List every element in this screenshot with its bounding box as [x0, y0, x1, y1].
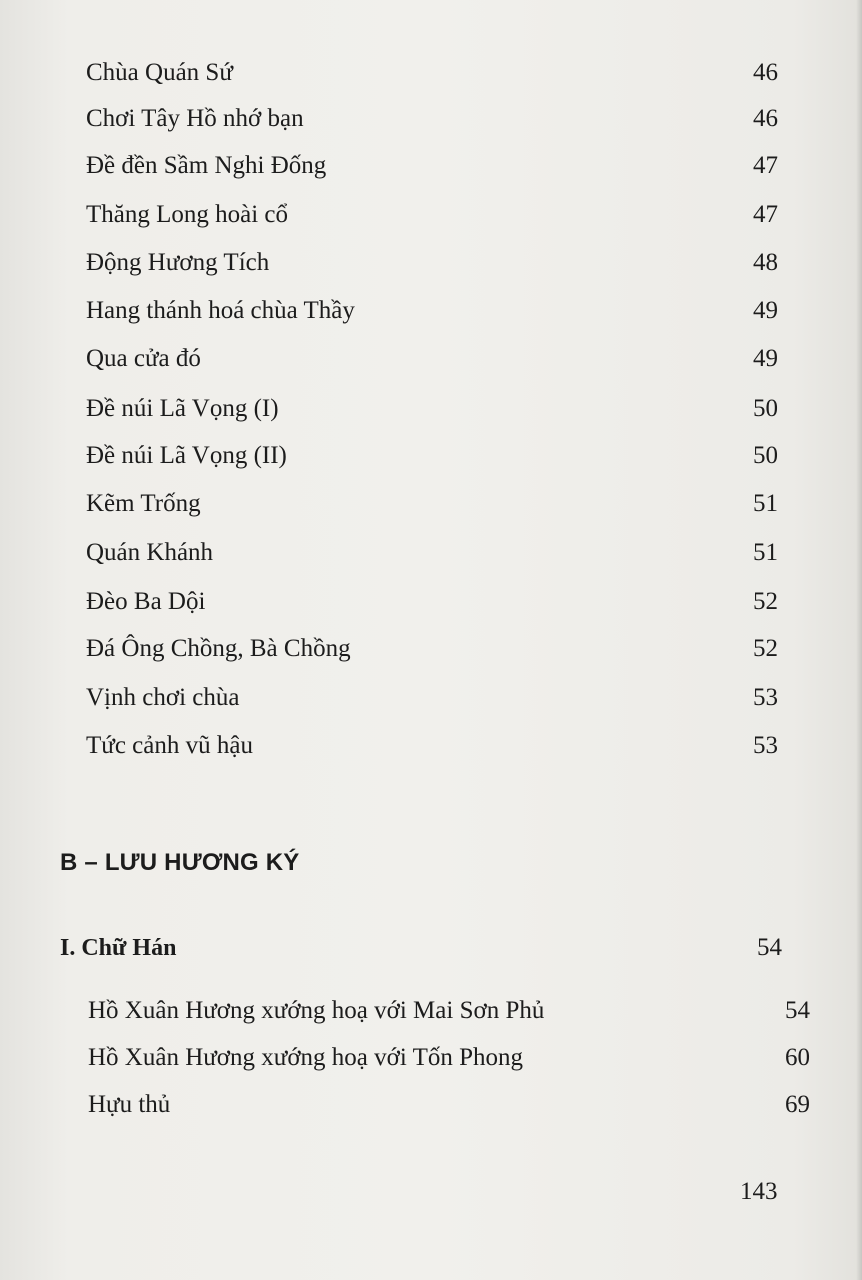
toc-entry-page: 54	[785, 997, 810, 1024]
toc-entry-page: 48	[753, 249, 778, 276]
toc-entry-page: 50	[753, 442, 778, 469]
toc-entry	[86, 248, 778, 278]
toc-entry-page: 53	[753, 684, 778, 711]
toc-entry	[88, 1090, 810, 1120]
toc-entry-title: Hồ Xuân Hương xướng hoạ với Mai Sơn Phủ	[88, 997, 545, 1024]
toc-entry-title: Kẽm Trống	[86, 490, 201, 517]
toc-entry-page: 69	[785, 1091, 810, 1118]
toc-entry	[86, 58, 778, 88]
toc-entry-page: 49	[753, 297, 778, 324]
toc-entry-page: 53	[753, 732, 778, 759]
toc-entry-title: Thăng Long hoài cổ	[86, 201, 289, 228]
toc-entry	[86, 200, 778, 230]
subsection-heading	[60, 933, 782, 963]
toc-entry	[88, 1043, 810, 1073]
toc-entry-title: Đề núi Lã Vọng (I)	[86, 395, 279, 422]
subsection-page: 54	[757, 934, 782, 961]
toc-entry-page: 47	[753, 152, 778, 179]
toc-entry-title: Hựu thủ	[88, 1091, 171, 1118]
toc-entry	[86, 151, 778, 181]
toc-entry-title: Chơi Tây Hồ nhớ bạn	[86, 105, 304, 132]
toc-entry	[86, 344, 778, 374]
toc-entry-title: Động Hương Tích	[86, 249, 270, 276]
page-edge-shadow	[856, 0, 862, 1280]
toc-entry-title: Đèo Ba Dội	[86, 588, 206, 615]
toc-entry-title: Chùa Quán Sứ	[86, 59, 233, 86]
toc-entry	[86, 634, 778, 664]
section-heading: B – LƯU HƯƠNG KÝ	[60, 849, 300, 876]
toc-entry	[86, 441, 778, 471]
toc-entry-title: Vịnh chơi chùa	[86, 684, 240, 711]
page-number: 143	[740, 1178, 778, 1205]
toc-entry-page: 51	[753, 539, 778, 566]
toc-entry	[86, 296, 778, 326]
toc-entry	[86, 394, 778, 424]
toc-entry	[86, 104, 778, 134]
toc-entry-title: Quán Khánh	[86, 539, 214, 566]
toc-entry-title: Qua cửa đó	[86, 345, 201, 372]
toc-entry-title: Tức cảnh vũ hậu	[86, 732, 253, 759]
toc-entry	[86, 538, 778, 568]
toc-entry	[86, 683, 778, 713]
toc-entry	[88, 996, 810, 1026]
toc-entry-page: 49	[753, 345, 778, 372]
toc-entry-page: 46	[753, 59, 778, 86]
toc-entry-page: 50	[753, 395, 778, 422]
toc-entry-title: Đề đền Sầm Nghi Đống	[86, 152, 327, 179]
toc-entry-title: Hồ Xuân Hương xướng hoạ với Tốn Phong	[88, 1044, 524, 1071]
toc-entry-page: 47	[753, 201, 778, 228]
toc-entry-title: Đề núi Lã Vọng (II)	[86, 442, 287, 469]
toc-entry-title: Đá Ông Chồng, Bà Chồng	[86, 635, 351, 662]
toc-entry	[86, 731, 778, 761]
toc-entry-page: 52	[753, 588, 778, 615]
toc-entry	[86, 587, 778, 617]
toc-entry-title: Hang thánh hoá chùa Thầy	[86, 297, 355, 324]
subsection-title: I. Chữ Hán	[60, 935, 177, 961]
toc-entry-page: 60	[785, 1044, 810, 1071]
toc-entry	[86, 489, 778, 519]
toc-entry-page: 52	[753, 635, 778, 662]
toc-entry-page: 46	[753, 105, 778, 132]
toc-entry-page: 51	[753, 490, 778, 517]
